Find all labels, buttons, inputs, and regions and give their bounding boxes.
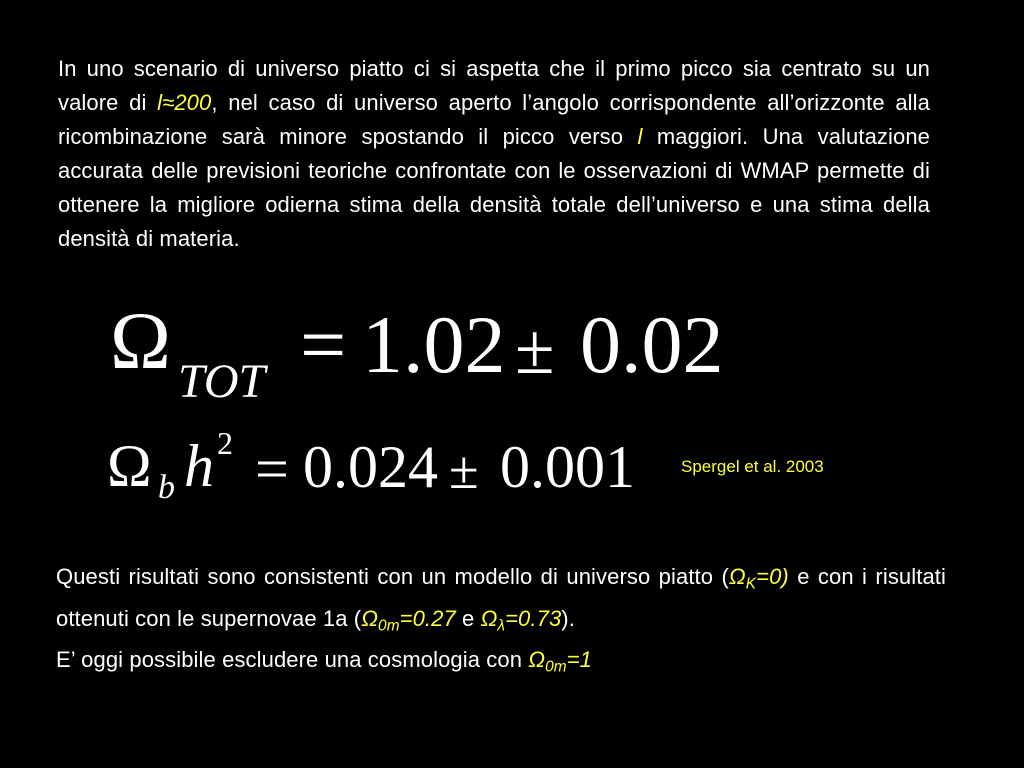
omega-k-term (728, 564, 789, 593)
hubble-h-symbol: h (184, 433, 214, 499)
intro-text-1: In uno scenario di universo piatto ci si aspetta che il primo picco sia centrato su un valore di (58, 56, 930, 115)
omega-matter-one-symbol: Ω (528, 647, 546, 673)
exponent-two: 2 (217, 425, 233, 461)
omega-total-error: 0.02 (580, 299, 724, 390)
omega-lambda-symbol: Ω (480, 605, 498, 631)
conclusion-text-2: e con i risultati ottenuti con le supernovae 1a ( (56, 564, 946, 631)
equals-sign: = (300, 299, 347, 390)
omega-subscript-tot: TOT (178, 355, 266, 408)
intro-paragraph (58, 52, 930, 256)
omega-subscript-b: b (158, 469, 175, 506)
conclusion-text-1: Questi risultati sono consistenti con un modello di universo piatto ( (56, 564, 729, 589)
omega-matter-one-term (528, 647, 593, 676)
conclusion-text-5: E’ oggi possibile escludere una cosmologia con (56, 647, 529, 673)
omega-k-subscript: K (745, 575, 757, 593)
omega-k-symbol: Ω (728, 564, 746, 589)
omega-matter-subscript: 0m (378, 617, 400, 635)
conclusion-paragraph (56, 560, 946, 685)
omega-k-value: =0) (756, 564, 789, 589)
omega-symbol: Ω (110, 295, 171, 386)
plus-minus-sign: ± (449, 440, 479, 500)
omega-total-value: 1.02 (362, 299, 506, 390)
omega-matter-term (361, 605, 456, 635)
omega-matter-value: =0.27 (399, 605, 456, 631)
omega-baryon-error: 0.001 (500, 434, 635, 500)
omega-baryon-value: 0.024 (303, 434, 438, 500)
multipole-symbol: l (637, 124, 643, 149)
multipole-value: l≈200 (157, 90, 212, 115)
conclusion-text-3: e (455, 605, 481, 631)
citation-reference: Spergel et al. 2003 (681, 457, 824, 476)
intro-text-2: , nel caso di universo aperto l’angolo corrispondente all’orizzonte alla ricombinazione sarà minore spostando il picco verso (58, 90, 930, 149)
plus-minus-sign: ± (515, 309, 555, 389)
omega-lambda-value: =0.73 (505, 605, 562, 631)
omega-matter-one-subscript: 0m (545, 658, 567, 676)
omega-symbol: Ω (107, 433, 152, 499)
intro-text-3: maggiori. Una valutazione accurata delle previsioni teoriche confrontate con le osservazioni di WMAP permette di ottenere la migliore odierna stima della densità totale dell’universo e una stima della densità di materia. (58, 124, 931, 251)
conclusion-text-4: ). (561, 605, 575, 631)
equals-sign: = (255, 436, 289, 502)
omega-lambda-subscript: λ (497, 617, 506, 635)
omega-matter-one-value: =1 (566, 647, 593, 673)
omega-matter-symbol: Ω (361, 605, 379, 631)
omega-lambda-term (480, 605, 562, 635)
